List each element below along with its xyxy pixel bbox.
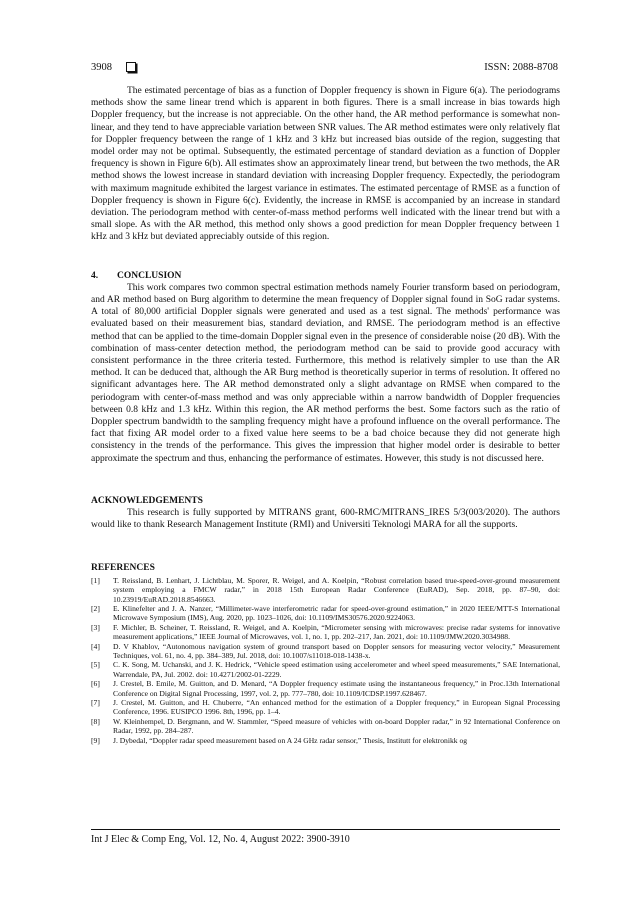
reference-text: F. Michler, B. Scheiner, T. Reissland, R. Weigel, and A. Koelpin, “Micrometer sensing with microwaves: precise radar systems for innovative measurement applications,” IEEE Journal of Microwaves, vol. 1, no. 1, pp. 202–217, Jan. 2021, doi: 10.1109/JMW.2020.3034988. <box>113 622 560 642</box>
section-title: CONCLUSION <box>117 270 182 281</box>
reference-number: [4] <box>91 641 100 651</box>
reference-number: [2] <box>91 603 100 613</box>
section-heading-conclusion <box>91 270 560 282</box>
reference-text: D. V Khablov, “Autonomous navigation system of ground transport based on Doppler sensors for measuring vector velocity,” Measurement Techniques, vol. 61, no. 4, pp. 384–389, Jul. 2018, doi: 10.1007/s11018-018-1438-x. <box>113 641 560 660</box>
reference-item <box>91 642 560 661</box>
reference-item <box>91 623 560 642</box>
references-heading: REFERENCES <box>91 562 155 573</box>
reference-number: [5] <box>91 660 100 670</box>
page-header <box>91 60 558 74</box>
reference-number: [3] <box>91 622 100 632</box>
reference-text: J. Crestel, B. Emile, M. Guitton, and D. Menard, “A Doppler frequency estimate using the instantaneous frequency,” in Proc.13th International Conference on Digital Signal Processing, 1997, vol. 2, pp. 777–780, doi: 10.1109/ICDSP.1997.628467. <box>113 679 560 698</box>
acknowledgements-heading: ACKNOWLEDGEMENTS <box>91 495 203 506</box>
reference-text: E. Klinefelter and J. A. Nanzer, “Millimeter-wave interferometric radar for speed-over-ground estimation,” in 2020 IEEE/MTT-S International Microwave Symposium (IMS), Aug. 2020, pp. 1023–1026, doi: 10.1109/IMS30576.2020.9224063. <box>113 603 560 623</box>
body-paragraph: The estimated percentage of bias as a function of Doppler frequency is shown in Figure 6(a). The periodograms methods show the same linear trend which is apparent in both figures. There is a small increase in bias towards high Doppler frequency, but the increase is not appreciable. On the other hand, the AR method performance is somewhat non-linear, and they tend to have appreciable variation between SNR values. The AR method estimates were only relatively flat for Doppler frequency between the range of 1 kHz and 3 kHz but increased bias outside of the region, suggesting that model order may not be optimal. Subsequently, the estimated percentage of standard deviation as a function of Doppler frequency is shown in Figure 6(b). All estimates show an approximately linear trend, but between the two methods, the AR method shows the lowest increase in standard deviation with increasing Doppler frequency. Expectedly, the periodogram with maximum magnitude exhibited the largest variance in estimates. The estimated percentage of RMSE as a function of Doppler frequency is shown in Figure 6(c). Evidently, the increase in RMSE is accompanied by an increase in standard deviation. The periodogram method with center-of-mass method performs well indicated with the linear trend but with a small slope. As with the AR method, this method only shows a good prediction for mean Doppler frequency between 1 kHz and 3 kHz but deviated appreciably outside of this region. <box>91 86 560 243</box>
reference-item <box>91 736 560 745</box>
page-number: 3908 <box>91 61 112 73</box>
reference-text: T. Reissland, B. Lenhart, J. Lichtblau, M. Sporer, R. Weigel, and A. Koelpin, “Robust correlation based true-speed-over-ground measurement system employing a FMCW radar,” in 2018 15th European Radar Conference (EuRAD), Sep. 2018, pp. 87–90, doi: 10.23919/EuRAD.2018.8546663. <box>113 575 560 604</box>
reference-text: W. Kleinhempel, D. Bergmann, and W. Stammler, “Speed measure of vehicles with on-board Doppler radar,” in 92 International Conference on Radar, 1992, pp. 284–287. <box>113 716 560 736</box>
reference-item <box>91 604 560 623</box>
conclusion-paragraph: This work compares two common spectral estimation methods namely Fourier transform based on periodogram, and AR method based on Burg algorithm to determine the mean frequency of Doppler signal found in SoG radar systems. A total of 80,000 artificial Doppler signals were generated and used as a test signal. The methods' performance was evaluated based on their measurement bias, standard deviation, and RMSE. The periodogram method is an effective method that can be applied to the time-domain Doppler signal even in the presence of considerable noise (20 dB). With the combination of mass-center detection method, the periodogram method can be said to provide good accuracy with consistent performance in the three criteria tested. Furthermore, this method is relatively simpler to use than the AR method. It can be deduced that, although the AR Burg method is theoretically superior in terms of resolution. It offered no significant advantages here. The AR method demonstrated only a slight advantage on RMSE when compared to the periodogram with center-of-mass method and was only appreciable within a narrow bandwidth of Doppler frequencies between 0.8 kHz and 1.3 kHz. Within this region, the AR method performs the best. Some factors such as the ratio of Doppler spectrum bandwidth to the sampling frequency might have a profound influence on the overall performance. The fact that fixing AR model order to a fixed value here seems to be a bad choice because they did not generate high consistency in the trends of the performance. This gives the impression that higher model order is desirable to better approximate the spectrum and thus, enhancing the performance of estimates. However, this study is not discussed here. <box>91 282 560 464</box>
reference-item <box>91 660 560 679</box>
header-left <box>91 62 136 73</box>
reference-item <box>91 679 560 698</box>
main-content <box>91 85 560 745</box>
reference-number: [8] <box>91 716 100 726</box>
reference-number: [1] <box>91 575 100 585</box>
section-number: 4. <box>91 270 99 281</box>
reference-number: [9] <box>91 735 100 745</box>
box-icon <box>126 62 136 72</box>
reference-number: [6] <box>91 679 100 689</box>
reference-text: C. K. Song, M. Uchanski, and J. K. Hedrick, “Vehicle speed estimation using accelerometer and wheel speed measurements,” SAE International, Warrendale, PA, Jul. 2002. doi: 10.4271/2002-01-2229. <box>113 660 560 679</box>
reference-list <box>91 576 560 745</box>
footer-divider <box>91 829 560 830</box>
reference-number: [7] <box>91 697 100 707</box>
reference-item <box>91 717 560 736</box>
issn: ISSN: 2088-8708 <box>484 61 558 73</box>
footer-citation: Int J Elec & Comp Eng, Vol. 12, No. 4, August 2022: 3900-3910 <box>91 834 350 845</box>
acknowledgements-paragraph: This research is fully supported by MITRANS grant, 600-RMC/MITRANS_IRES 5/3(003/2020). The authors would like to thank Research Management Institute (RMI) and Universiti Teknologi MARA for all the supports. <box>91 508 560 531</box>
reference-text: J. Dybedal, “Doppler radar speed measurement based on A 24 GHz radar sensor,” Thesis, Institutt for elektronikk og <box>113 735 468 745</box>
reference-item <box>91 576 560 604</box>
reference-text: J. Crestel, M. Guitton, and H. Chuberre, “An enhanced method for the estimation of a Doppler frequency,” in European Signal Processing Conference, 1996. EUSIPCO 1996. 8th, 1996, pp. 1–4. <box>113 697 560 717</box>
reference-item <box>91 698 560 717</box>
